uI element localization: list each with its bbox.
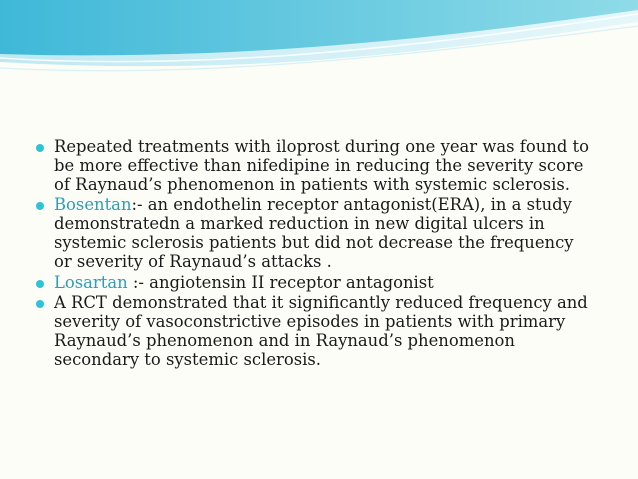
bullet-item-rct [36, 294, 596, 369]
bullet-item-losartan [36, 274, 596, 293]
header-wave-decoration [0, 0, 638, 80]
bullet-list [36, 138, 596, 372]
bullet-icon [36, 144, 44, 152]
bullet-text: :- an endothelin receptor antagonist(ERA), in a study demonstratedn a marked reduction in new digital ulcers in systemic sclerosis patients but did not decrease the frequency or severity of Raynaud’s attacks . [54, 195, 574, 271]
drug-name-bosentan: Bosentan [54, 195, 132, 215]
bullet-item-bosentan [36, 196, 596, 271]
bullet-item-iloprost [36, 138, 596, 194]
bullet-text: :- angiotensin II receptor antagonist [127, 272, 434, 292]
bullet-icon [36, 202, 44, 210]
bullet-text: Repeated treatments with iloprost during one year was found to be more effective than nifedipine in reducing the severity score of Raynaud’s phenomenon in patients with systemic sclerosis. [54, 137, 589, 194]
drug-name-losartan: Losartan [54, 272, 128, 292]
bullet-icon [36, 280, 44, 288]
bullet-icon [36, 300, 44, 308]
bullet-text: A RCT demonstrated that it significantly reduced frequency and severity of vasoconstrictive episodes in patients with primary Raynaud’s phenomenon and in Raynaud’s phenomenon secondary to systemic sclerosis. [54, 293, 588, 369]
